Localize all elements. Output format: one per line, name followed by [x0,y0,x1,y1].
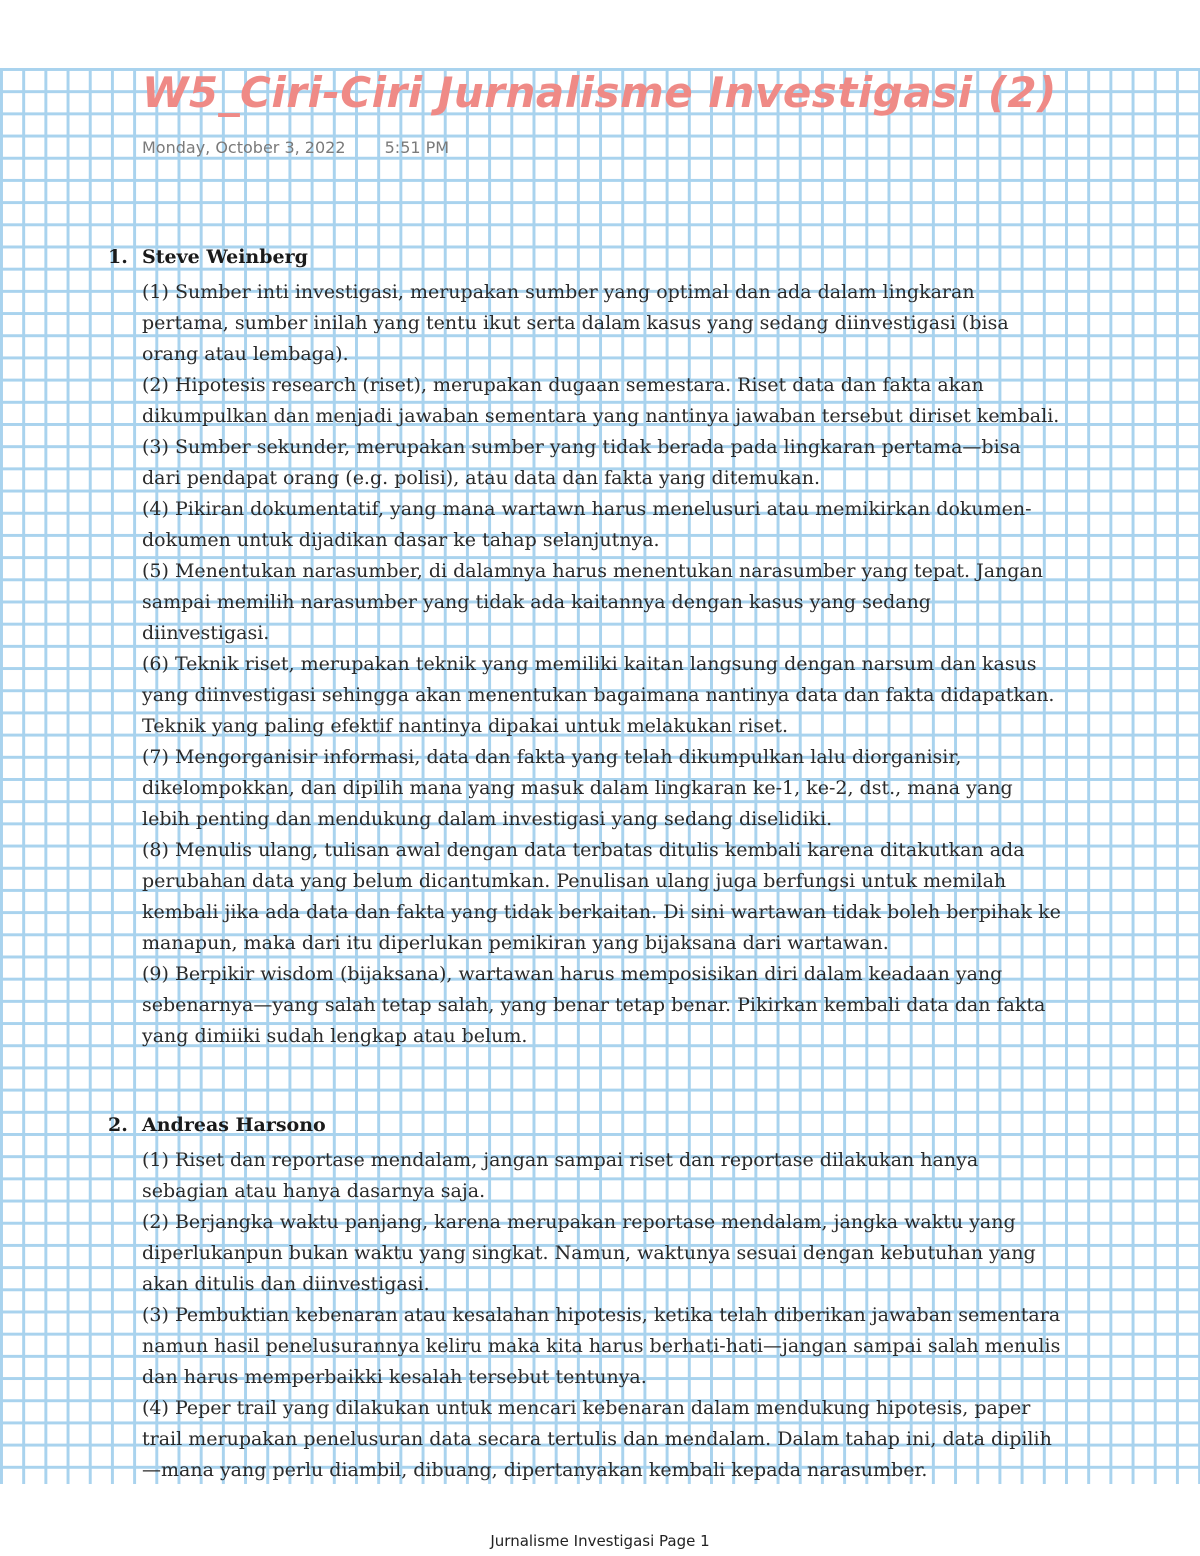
list-item: (6) Teknik riset, merupakan teknik yang memiliki kaitan langsung dengan narsum dan kasus yang diinvestigasi sehingga akan menentukan bagaimana nantinya data dan fakta didapatkan. Teknik yang paling efektif nantinya dipakai untuk melakukan riset. [142,653,1055,737]
list-item: (5) Menentukan narasumber, di dalamnya harus menentukan narasumber yang tepat. Jangan sampai memilih narasumber yang tidak ada kaitannya dengan kasus yang sedang diinvestigasi. [142,560,1043,644]
list-item: (9) Berpikir wisdom (bijaksana), wartawan harus memposisikan diri dalam keadaan yang sebenarnya—yang salah tetap salah, yang benar tetap benar. Pikirkan kembali data dan fakta yang dimiiki sudah lengkap atau belum. [142,963,1046,1047]
note-date: Monday, October 3, 2022 [142,138,346,157]
section-heading [108,1114,326,1136]
list-item: (3) Sumber sekunder, merupakan sumber yang tidak berada pada lingkaran pertama—bisa dari pendapat orang (e.g. polisi), atau data dan fakta yang ditemukan. [142,436,1021,489]
list-item: (1) Riset dan reportase mendalam, jangan sampai riset dan reportase dilakukan hanya sebagian atau hanya dasarnya saja. [142,1149,979,1202]
page-title: W5_Ciri-Ciri Jurnalisme Investigasi (2) [142,68,1057,117]
section-title: Steve Weinberg [142,246,308,268]
section-items [142,1145,1062,1486]
section-heading [108,246,308,268]
page-footer: Jurnalisme Investigasi Page 1 [490,1532,710,1550]
section-title: Andreas Harsono [142,1114,326,1136]
list-item: (2) Berjangka waktu panjang, karena merupakan reportase mendalam, jangka waktu yang diperlukanpun bukan waktu yang singkat. Namun, waktunya sesuai dengan kebutuhan yang akan ditulis dan diinvestigasi. [142,1211,1036,1295]
list-item: (2) Hipotesis research (riset), merupakan dugaan semestara. Riset data dan fakta akan dikumpulkan dan menjadi jawaban sementara yang nantinya jawaban tersebut diriset kembali. [142,374,1060,427]
note-timestamp [142,138,449,157]
list-item: (7) Mengorganisir informasi, data dan fakta yang telah dikumpulkan lalu diorganisir, dikelompokkan, dan dipilih mana yang masuk dalam lingkaran ke-1, ke-2, dst., mana yang lebih penting dan mendukung dalam investigasi yang sedang diselidiki. [142,746,1013,830]
list-item: (3) Pembuktian kebenaran atau kesalahan hipotesis, ketika telah diberikan jawaban sementara namun hasil penelusurannya keliru maka kita harus berhati-hati—jangan sampai salah menulis dan harus memperbaikki kesalah tersebut tentunya. [142,1304,1061,1388]
list-item: (4) Pikiran dokumentatif, yang mana wartawn harus menelusuri atau memikirkan dokumen-dokumen untuk dijadikan dasar ke tahap selanjutnya. [142,498,1032,551]
list-item: (1) Sumber inti investigasi, merupakan sumber yang optimal dan ada dalam lingkaran pertama, sumber inilah yang tentu ikut serta dalam kasus yang sedang diinvestigasi (bisa orang atau lembaga). [142,281,1009,365]
list-item: (8) Menulis ulang, tulisan awal dengan data terbatas ditulis kembali karena ditakutkan ada perubahan data yang belum dicantumkan. Penulisan ulang juga berfungsi untuk memilah kembali jika ada data dan fakta yang tidak berkaitan. Di sini wartawan tidak boleh berpihak ke manapun, maka dari itu diperlukan pemikiran yang bijaksana dari wartawan. [142,839,1061,954]
note-time: 5:51 PM [384,138,450,157]
section-number: 1. [108,246,128,268]
section-number: 2. [108,1114,128,1136]
section-items [142,277,1062,1052]
list-item: (4) Peper trail yang dilakukan untuk mencari kebenaran dalam mendukung hipotesis, paper trail merupakan penelusuran data secara tertulis dan mendalam. Dalam tahap ini, data dipilih—mana yang perlu diambil, dibuang, dipertanyakan kembali kepada narasumber. [142,1397,1052,1481]
